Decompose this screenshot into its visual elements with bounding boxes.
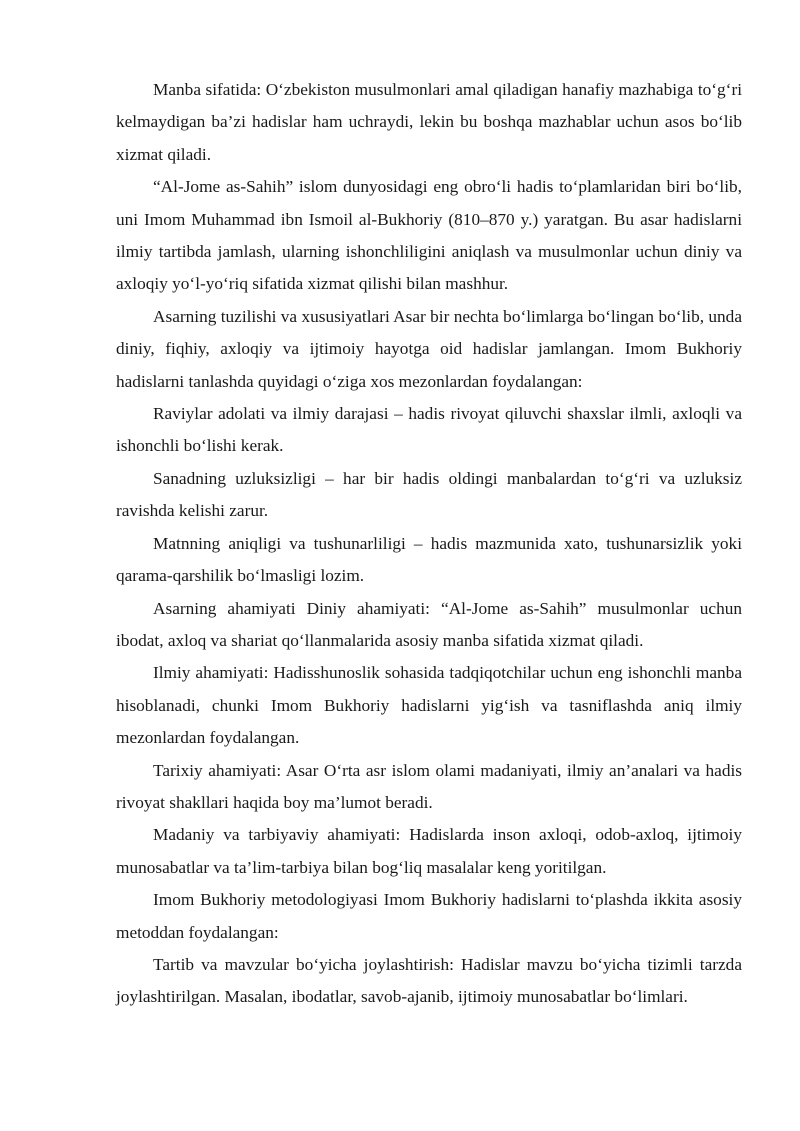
paragraph-tartib-mavzular: Tartib va mavzular bo‘yicha joylashtirish: Hadislar mavzu bo‘yicha tizimli tarzda joylashtirilgan. Masalan, ibodatlar, savob-ajanib, ijtimoiy munosabatlar bo‘limlari.	[116, 954, 742, 1007]
paragraph-ilmiy-ahamiyati: Ilmiy ahamiyati: Hadisshunoslik sohasida tadqiqotchilar uchun eng ishonchli manba hisoblanadi, chunki Imom Bukhoriy hadislarni yig‘ish va tasniflashda aniq ilmiy mezonlardan foydalangan.	[116, 663, 742, 748]
paragraph-manba-sifatida: Manba sifatida: O‘zbekiston musulmonlari amal qiladigan hanafiy mazhabiga to‘g‘ri kelmaydigan ba’zi hadislar ham uchraydi, lekin bu boshqa mazhablar uchun asos bo‘lib xizmat qiladi.	[116, 80, 742, 164]
paragraph-asar-tuzilishi: Asarning tuzilishi va xususiyatlari Asar bir nechta bo‘limlarga bo‘lingan bo‘lib, unda diniy, fiqhiy, axloqiy va ijtimoiy hayotga oid hadislar jamlangan. Imom Bukhoriy hadislarni tanlashda quyidagi o‘ziga xos mezonlardan foydalangan:	[116, 306, 742, 391]
paragraph-matn-aniqligi: Matnning aniqligi va tushunarliligi – hadis mazmunida xato, tushunarsizlik yoki qarama-qarshilik bo‘lmasligi lozim.	[116, 533, 742, 586]
paragraph-diniy-ahamiyati: Asarning ahamiyati Diniy ahamiyati: “Al-Jome as-Sahih” musulmonlar uchun ibodat, axloq va shariat qo‘llanmalarida asosiy manba sifatida xizmat qiladi.	[116, 598, 742, 650]
paragraph-metodologiya: Imom Bukhoriy metodologiyasi Imom Bukhoriy hadislarni to‘plashda ikkita asosiy metoddan foydalangan:	[116, 890, 742, 942]
paragraph-madaniy-ahamiyati: Madaniy va tarbiyaviy ahamiyati: Hadislarda inson axloqi, odob-axloq, ijtimoiy munosabatlar va ta’lim-tarbiya bilan bog‘liq masalalar keng yoritilgan.	[116, 825, 742, 877]
document-page	[116, 74, 742, 1014]
paragraph-sanad-uzluksizligi: Sanadning uzluksizligi – har bir hadis oldingi manbalardan to‘g‘ri va uzluksiz ravishda kelishi zarur.	[116, 468, 742, 521]
paragraph-tarixiy-ahamiyati: Tarixiy ahamiyati: Asar O‘rta asr islom olami madaniyati, ilmiy an’analari va hadis rivoyat shakllari haqida boy ma’lumot beradi.	[116, 760, 742, 812]
paragraph-al-jome-intro: “Al-Jome as-Sahih” islom dunyosidagi eng obro‘li hadis to‘plamlaridan biri bo‘lib, uni Imom Muhammad ibn Ismoil al-Bukhoriy (810–870 y.) yaratgan. Bu asar hadislarni ilmiy tartibda jamlash, ularning ishonchliligini aniqlash va musulmonlar uchun diniy va axloqiy yo‘l-yo‘riq sifatida xizmat qilishi bilan mashhur.	[116, 177, 742, 294]
paragraph-raviylar-adolati: Raviylar adolati va ilmiy darajasi – hadis rivoyat qiluvchi shaxslar ilmli, axloqli va ishonchli bo‘lishi kerak.	[116, 404, 742, 456]
